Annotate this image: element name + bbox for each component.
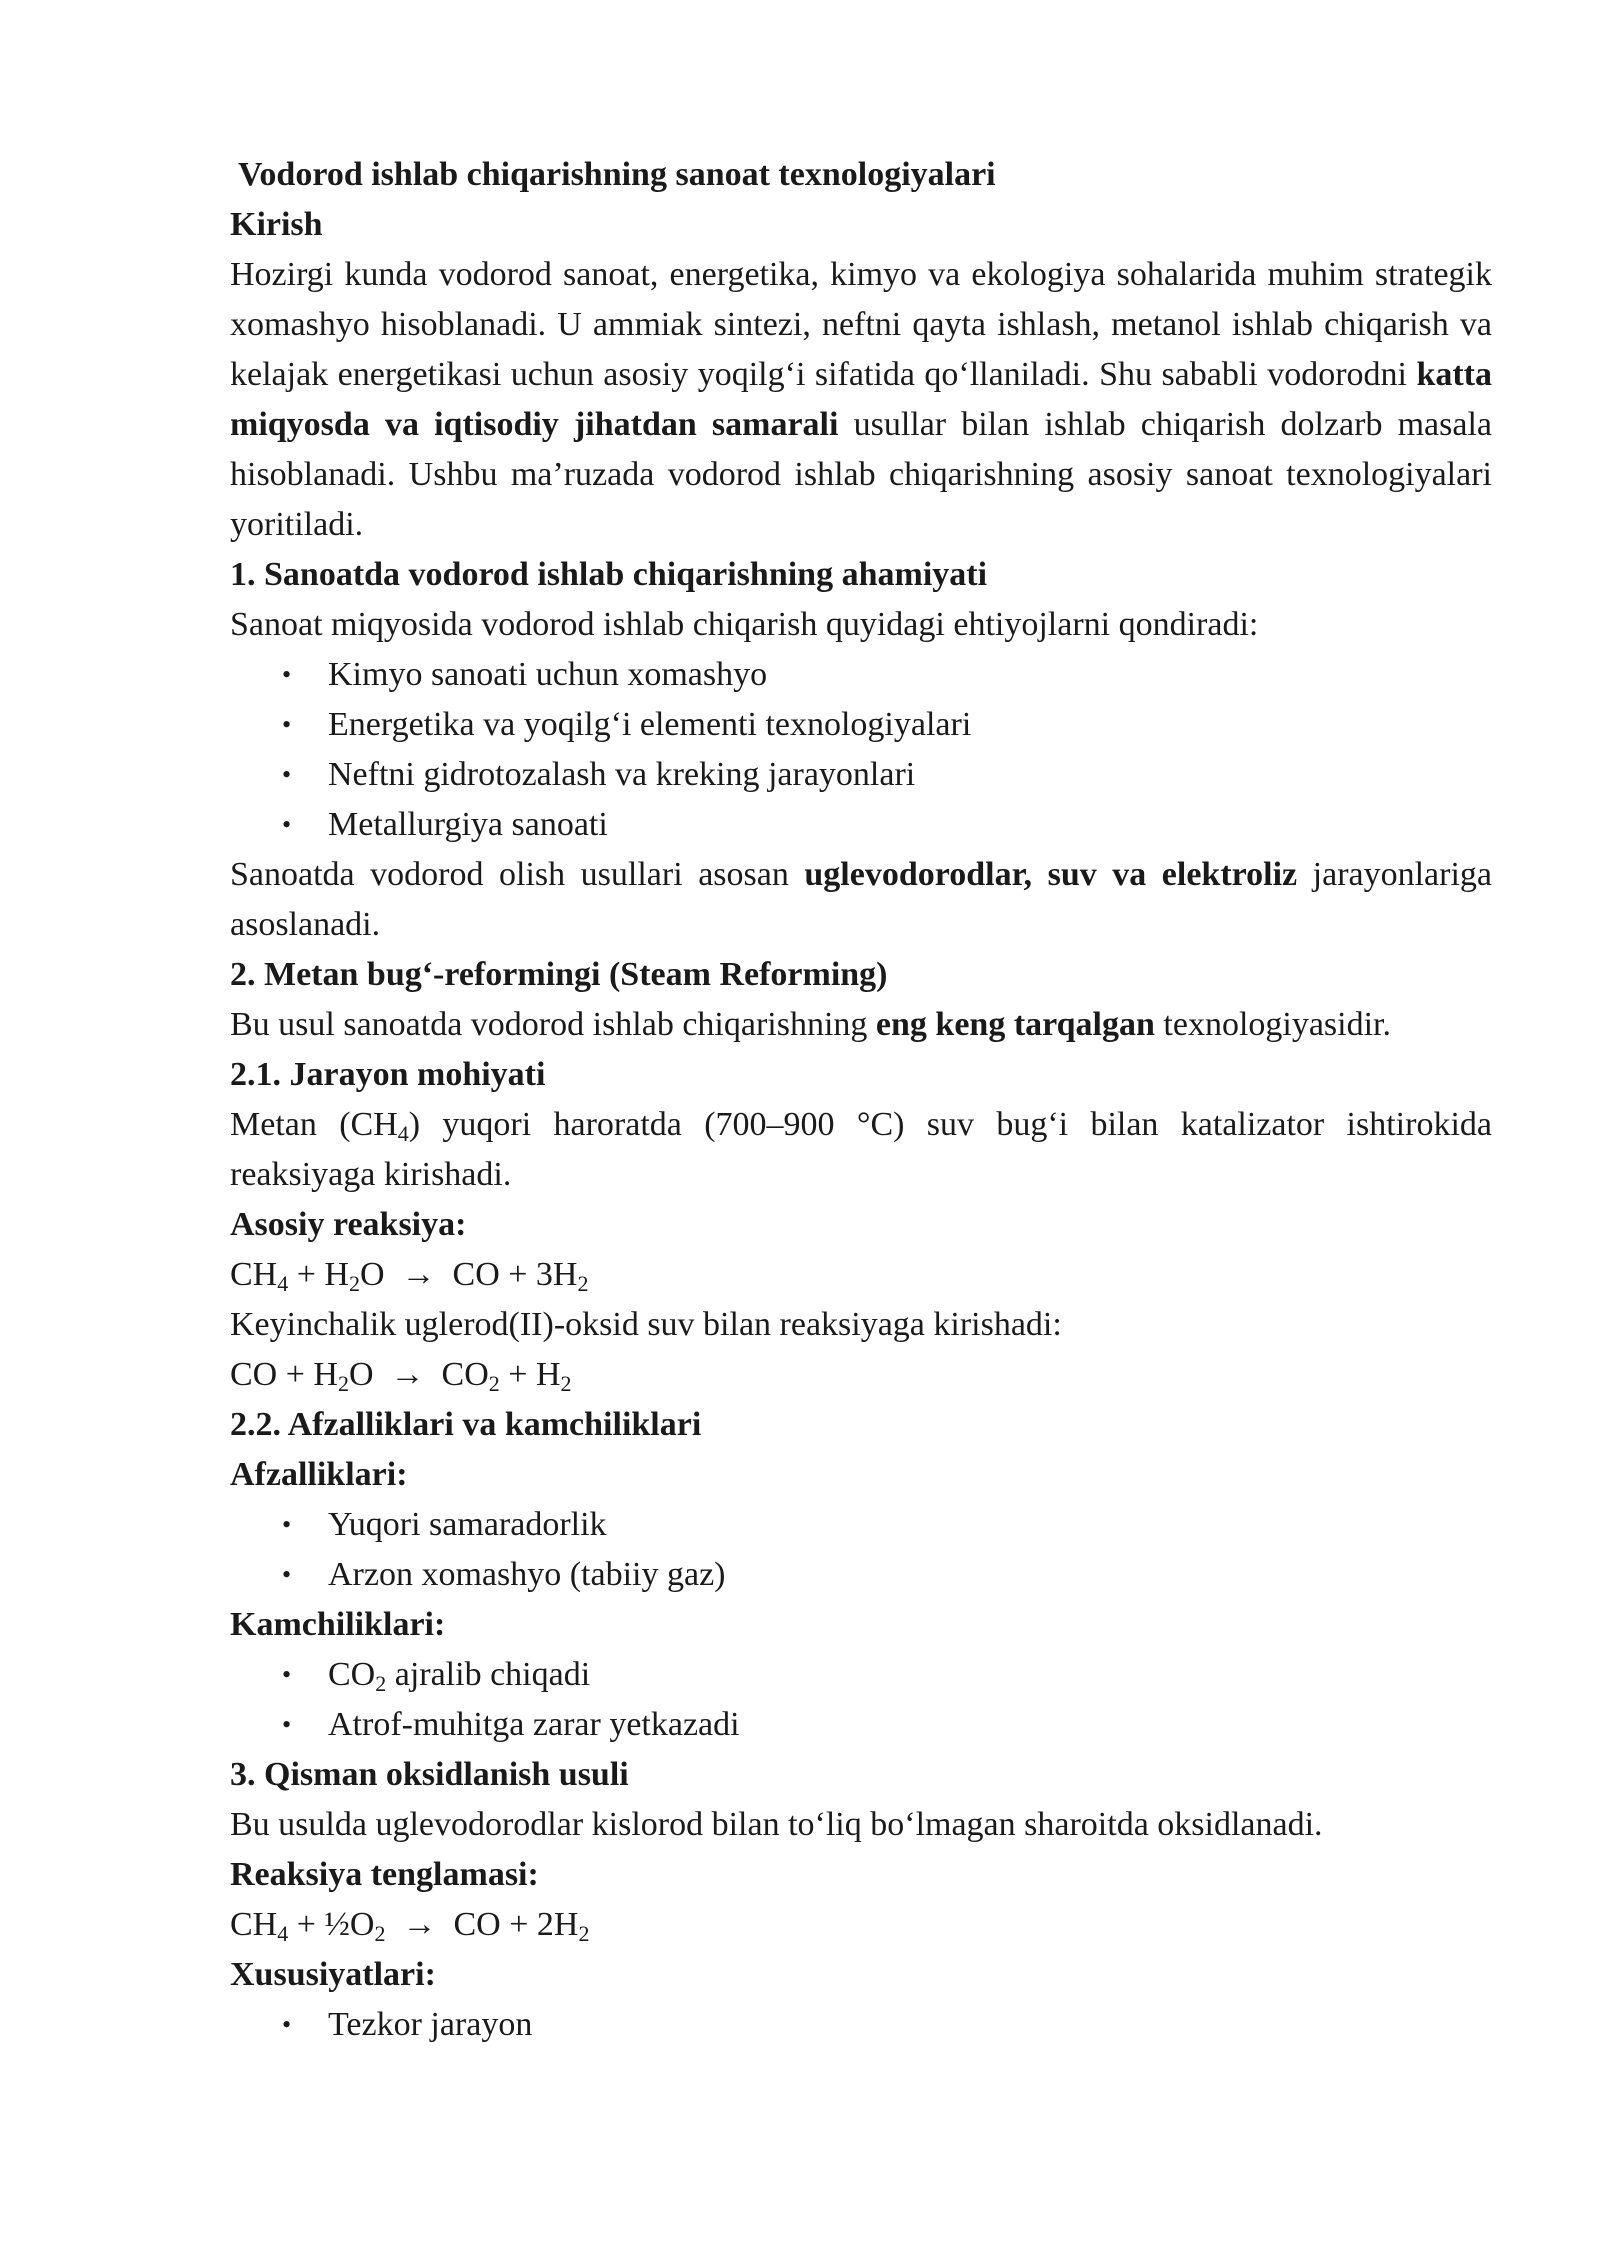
bullet-icon: • [282,810,292,839]
paragraph-text: ) yuqori haroratda (700–900 °C) suv bug‘i bilan katalizator ishtirokida reaksiyaga kirishadi. [230,1106,1492,1193]
outro-text-2: jarayonlariga asoslanadi. [230,856,1493,943]
document-title: Vodorod ishlab chiqarishning sanoat texnologiyalari [238,156,996,193]
list-item [230,1500,1492,1550]
list-item [230,650,1492,700]
paragraph-text: Metan (CH [230,1106,398,1143]
list-item-text: Atrof-muhitga zarar yetkazadi [328,1706,740,1743]
reaction-equation-1 [230,1250,1492,1300]
disadvantages-label: Kamchiliklari: [230,1606,446,1643]
bullet-icon: • [282,710,292,739]
list-item [230,2000,1492,2050]
list-item [230,750,1492,800]
intro-text-1: Hozirgi kunda vodorod sanoat, energetika, kimyo va ekologiya sohalarida muhim strategik xomashyo hisoblanadi. U ammiak sintezi, neftni qayta ishlash, metanol ishlab chiqarish va kelajak energetikasi uchun asosiy yoqilg‘i sifatida qo‘llaniladi. Shu sababli vodorodni [230,256,1492,393]
list-item [230,700,1492,750]
disadvantages-list [230,1650,1492,1750]
section-1-lead: Sanoat miqyosida vodorod ishlab chiqarish quyidagi ehtiyojlarni qondiradi: [230,606,1259,643]
section-2-lead [230,1000,1492,1050]
equation-text: CO + H [230,1356,338,1393]
subscript: 2 [337,1371,349,1396]
subscript: 2 [348,1271,360,1296]
list-item-text: Tezkor jarayon [328,2006,533,2043]
section-1-heading: 1. Sanoatda vodorod ishlab chiqarishning ahamiyati [230,556,988,593]
bullet-icon: • [282,1560,292,1589]
subsection-2-1-paragraph [230,1100,1492,1200]
bullet-icon: • [282,1660,292,1689]
subscript: 2 [577,1271,589,1296]
subscript: 2 [374,1921,386,1946]
list-item-text: Kimyo sanoati uchun xomashyo [328,656,768,693]
outro-bold-text: uglevodorodlar, suv va elektroliz [804,856,1298,893]
equation-text: CH [230,1256,278,1293]
subscript: 2 [578,1921,590,1946]
subsection-2-1-heading: 2.1. Jarayon mohiyati [230,1056,546,1093]
section-3-lead: Bu usulda uglevodorodlar kislorod bilan to‘liq bo‘lmagan sharoitda oksidlanadi. [230,1806,1323,1843]
section-1-list [230,650,1492,850]
outro-text-1: Sanoatda vodorod olish usullari asosan [230,856,805,893]
list-item-text: Yuqori samaradorlik [328,1506,607,1543]
advantages-label: Afzalliklari: [230,1456,408,1493]
list-item-text: Energetika va yoqilg‘i elementi texnologiyalari [328,706,972,743]
equation-text: O → CO [348,1356,489,1393]
features-list [230,2000,1492,2050]
section-2-heading: 2. Metan bug‘-reformingi (Steam Reforming) [230,956,888,993]
advantages-list [230,1500,1492,1600]
list-item-text: Metallurgiya sanoati [328,806,608,843]
subscript: 4 [277,1271,289,1296]
bullet-icon: • [282,2010,292,2039]
subsection-2-2-heading: 2.2. Afzalliklari va kamchiliklari [230,1406,702,1443]
subscript: 4 [397,1121,409,1146]
intro-heading: Kirish [230,206,323,243]
intro-text-2: usullar bilan ishlab chiqarish dolzarb masala hisoblanadi. Ushbu ma’ruzada vodorod ishlab chiqarishning asosiy sanoat texnologiyalari yoritiladi. [230,406,1492,543]
equation-text: + H [288,1256,349,1293]
reaction-equation-3 [230,1900,1492,1950]
document-page [230,150,1492,2050]
list-item [230,1700,1492,1750]
bullet-icon: • [282,660,292,689]
equation-text: CH [230,1906,278,1943]
then-text: Keyinchalik uglerod(II)-oksid suv bilan reaksiyaga kirishadi: [230,1306,1062,1343]
list-item-text: Arzon xomashyo (tabiiy gaz) [328,1556,726,1593]
equation-text: + ½O [288,1906,375,1943]
main-reaction-label: Asosiy reaksiya: [230,1206,467,1243]
equation-text: + H [499,1356,561,1393]
bullet-icon: • [282,760,292,789]
equation-text: O → CO + 3H [359,1256,578,1293]
intro-bold-text: katta miqyosda va iqtisodiy jihatdan samarali [230,356,1492,443]
subscript: 4 [277,1921,289,1946]
features-label: Xususiyatlari: [230,1956,436,1993]
list-item [230,1650,1492,1700]
bullet-icon: • [282,1710,292,1739]
section-3-heading: 3. Qisman oksidlanish usuli [230,1756,629,1793]
subscript: 2 [560,1371,572,1396]
reaction-equation-2 [230,1350,1492,1400]
section-1-outro [230,850,1492,950]
equation-text: → CO + 2H [385,1906,579,1943]
lead-bold-text: eng keng tarqalgan [875,1006,1155,1043]
list-item-text: Neftni gidrotozalash va kreking jarayonlari [328,756,916,793]
lead-text-1: Bu usul sanoatda vodorod ishlab chiqarishning [230,1006,876,1043]
intro-paragraph [230,250,1492,550]
subscript: 2 [375,1671,387,1696]
lead-text-2: texnologiyasidir. [1154,1006,1391,1043]
list-item-text: ajralib chiqadi [386,1656,591,1693]
list-item [230,1550,1492,1600]
list-item-text: CO [328,1656,376,1693]
equation-label: Reaksiya tenglamasi: [230,1856,539,1893]
bullet-icon: • [282,1510,292,1539]
subscript: 2 [488,1371,500,1396]
list-item [230,800,1492,850]
